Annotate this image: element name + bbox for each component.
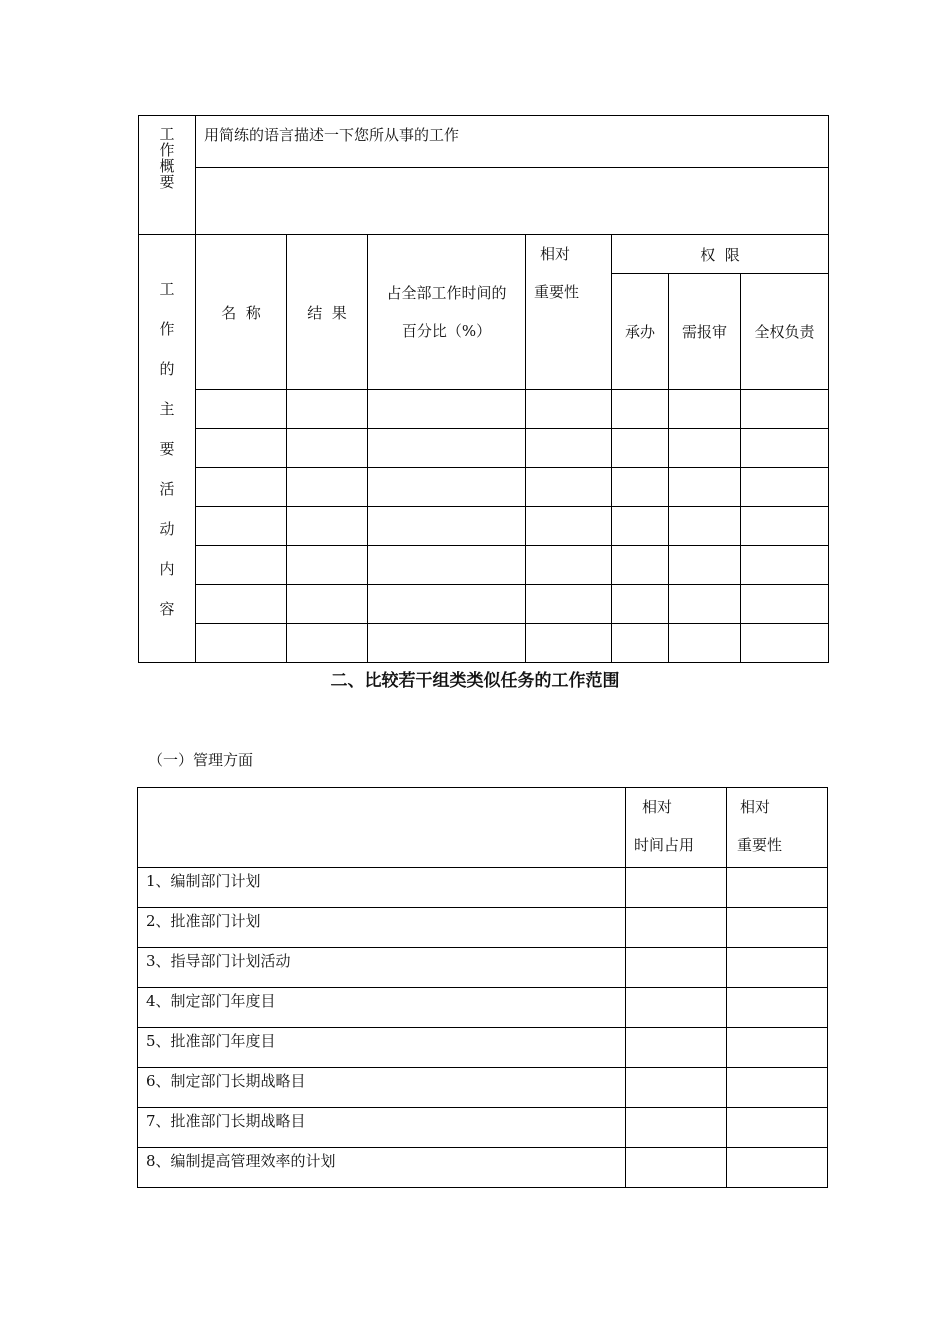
task-item: 7、批准部门长期战略目 bbox=[138, 1108, 626, 1148]
header-needs-approval: 需报审 bbox=[669, 274, 741, 390]
overview-prompt: 用简练的语言描述一下您所从事的工作 bbox=[196, 116, 829, 168]
overview-input-cell[interactable] bbox=[196, 168, 829, 235]
header-handle: 承办 bbox=[612, 274, 669, 390]
task-item: 4、制定部门年度目 bbox=[138, 988, 626, 1028]
task-item: 3、指导部门计划活动 bbox=[138, 948, 626, 988]
management-tasks-table bbox=[137, 787, 828, 1188]
header-relative-time: 相对 时间占用 bbox=[626, 788, 727, 868]
table-row bbox=[138, 1068, 828, 1108]
header-importance: 相对 重要性 bbox=[526, 235, 612, 390]
task-item: 5、批准部门年度目 bbox=[138, 1028, 626, 1068]
table-row bbox=[138, 1108, 828, 1148]
table-row bbox=[139, 429, 829, 468]
task-item: 1、编制部门计划 bbox=[138, 868, 626, 908]
table-row bbox=[138, 1148, 828, 1188]
table-row bbox=[138, 988, 828, 1028]
table-row bbox=[138, 908, 828, 948]
overview-label: 工 作 概 要 bbox=[139, 116, 196, 235]
header-name: 名 称 bbox=[196, 235, 287, 390]
header-result: 结 果 bbox=[287, 235, 368, 390]
section-title: 二、比较若干组类类似任务的工作范围 bbox=[330, 671, 620, 691]
table-row bbox=[139, 390, 829, 429]
table-row bbox=[139, 546, 829, 585]
task-item: 2、批准部门计划 bbox=[138, 908, 626, 948]
job-activity-table bbox=[138, 115, 829, 663]
header-authority: 权 限 bbox=[612, 235, 829, 274]
task-item: 6、制定部门长期战略目 bbox=[138, 1068, 626, 1108]
table-row bbox=[139, 585, 829, 624]
table-row bbox=[138, 1028, 828, 1068]
table-row bbox=[138, 868, 828, 908]
table-row bbox=[138, 948, 828, 988]
task-item: 8、编制提高管理效率的计划 bbox=[138, 1148, 626, 1188]
activities-label: 工 作 的 主 要 活 动 内 容 bbox=[139, 235, 196, 663]
table-row bbox=[139, 468, 829, 507]
header-full-authority: 全权负责 bbox=[741, 274, 829, 390]
table-row bbox=[139, 624, 829, 663]
header-relative-importance: 相对 重要性 bbox=[727, 788, 828, 868]
table-row bbox=[139, 507, 829, 546]
subsection-title: （一）管理方面 bbox=[148, 751, 254, 769]
header-percent: 占全部工作时间的 百分比（%） bbox=[368, 235, 526, 390]
